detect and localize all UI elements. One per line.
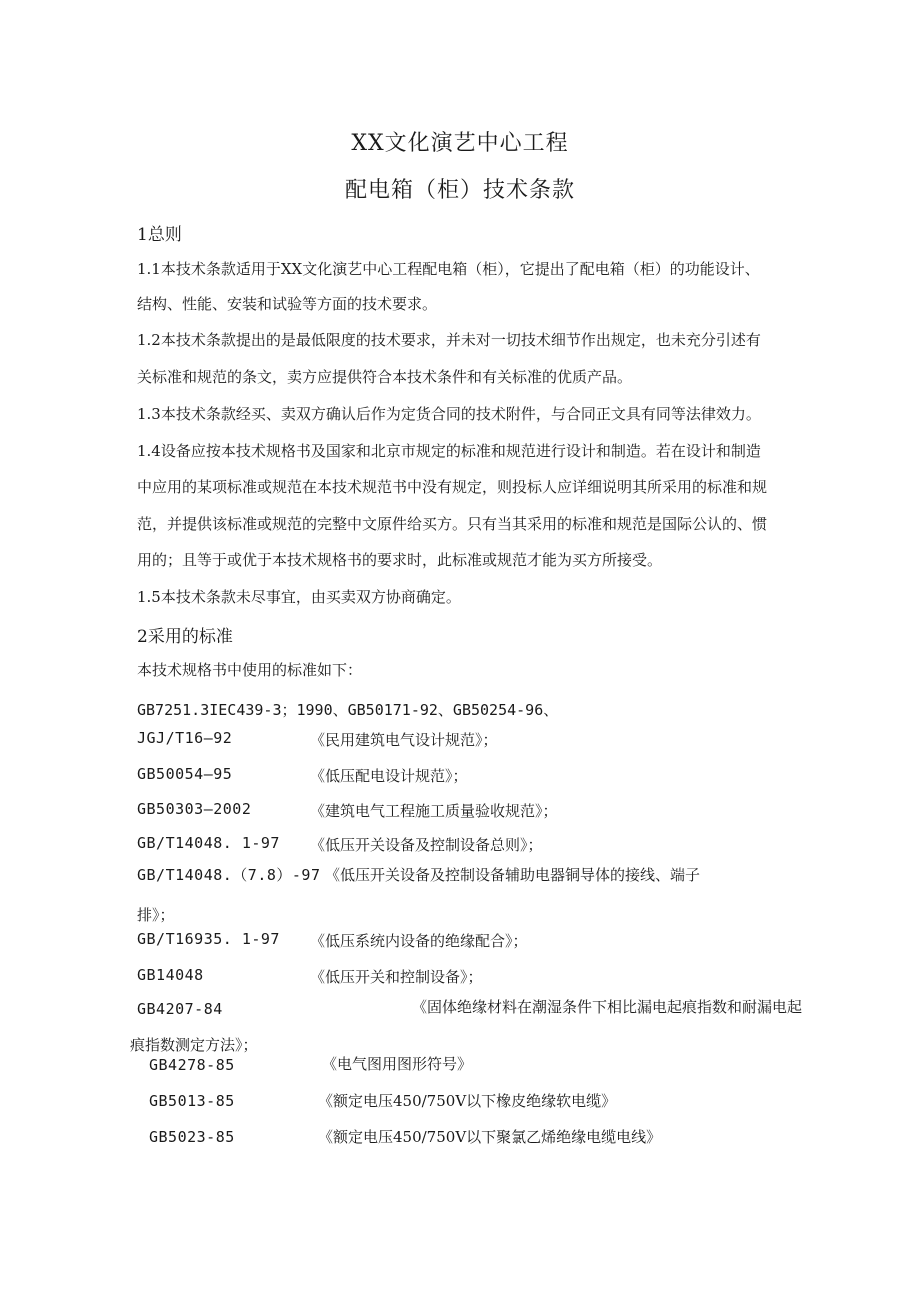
standard-name: 《民用建筑电气设计规范》； (310, 731, 498, 749)
paragraph-line: 1.1本技术条款适用于XX文化演艺中心工程配电箱（柜），它提出了配电箱（柜）的功能设计、 (137, 260, 760, 278)
standard-name-continuation: 排》； (137, 906, 175, 924)
paragraph-line: 1.5本技术条款未尽事宜，由买卖双方协商确定。 (137, 588, 461, 606)
standard-name-continuation: 痕指数测定方法》； (130, 1036, 258, 1054)
standard-code: GB4207-84 (137, 1000, 223, 1018)
paragraph-line: 中应用的某项标准或规范在本技术规范书中没有规定，则投标人应详细说明其所采用的标准和规 (137, 478, 768, 496)
standard-name: 《固体绝缘材料在潮湿条件下相比漏电起痕指数和耐漏电起 (412, 998, 803, 1016)
standard-code: GB50303—2002 (137, 800, 252, 818)
paragraph-line: 1.3本技术条款经买、卖双方确认后作为定货合同的技术附件，与合同正文具有同等法律效力。 (137, 405, 761, 423)
standard-name: 《低压开关和控制设备》； (310, 968, 483, 986)
paragraph-line: 1.2本技术条款提出的是最低限度的技术要求，并未对一切技术细节作出规定，也未充分引述有 (137, 331, 761, 349)
paragraph-line: 关标准和规范的条文，卖方应提供符合本技术条件和有关标准的优质产品。 (137, 368, 633, 386)
standard-code: GB/T14048.（7.8）-97 (137, 866, 321, 884)
standard-code: GB50054—95 (137, 765, 233, 783)
standard-name: 《低压系统内设备的绝缘配合》； (310, 932, 528, 950)
standard-code: GB5013-85 (149, 1092, 235, 1110)
paragraph-line: 结构、性能、安装和试验等方面的技术要求。 (137, 295, 438, 313)
standard-code: GB5023-85 (149, 1128, 235, 1146)
standard-name: 《额定电压450/750V以下聚氯乙烯绝缘电缆电线》 (318, 1128, 662, 1146)
standard-code: JGJ/T16—92 (137, 729, 233, 747)
section-heading-standards: 2采用的标准 (137, 627, 233, 647)
document-title: XX文化演艺中心工程 (351, 131, 569, 156)
standards-intro: 本技术规格书中使用的标准如下： (137, 661, 363, 679)
standard-name: 《低压配电设计规范》； (310, 767, 468, 785)
standard-code: GB4278-85 (149, 1056, 235, 1074)
standard-name: 《建筑电气工程施工质量验收规范》； (310, 802, 558, 820)
standards-first-line: GB7251.3IEC439-3；1990、GB50171-92、GB50254-96、 (137, 701, 559, 719)
paragraph-line: 1.4设备应按本技术规格书及国家和北京市规定的标准和规范进行设计和制造。若在设计和制造 (137, 442, 761, 460)
standard-code: GB/T16935. 1-97 (137, 930, 280, 948)
section-heading-general: 1总则 (137, 225, 182, 245)
standard-name: 《低压开关设备及控制设备总则》； (310, 836, 543, 854)
paragraph-line: 用的；且等于或优于本技术规格书的要求时，此标准或规范才能为买方所接受。 (137, 551, 663, 569)
paragraph-line: 范，并提供该标准或规范的完整中文原件给买方。只有当其采用的标准和规范是国际公认的、惯 (137, 515, 768, 533)
standard-name: 《额定电压450/750V以下橡皮绝缘软电缆》 (318, 1092, 617, 1110)
document-subtitle: 配电箱（柜）技术条款 (344, 178, 575, 203)
standard-code: GB/T14048. 1-97 (137, 834, 280, 852)
standard-name: 《低压开关设备及控制设备辅助电器铜导体的接线、端子 (325, 866, 701, 884)
standard-name: 《电气图用图形符号》 (322, 1055, 473, 1073)
standard-code: GB14048 (137, 966, 204, 984)
